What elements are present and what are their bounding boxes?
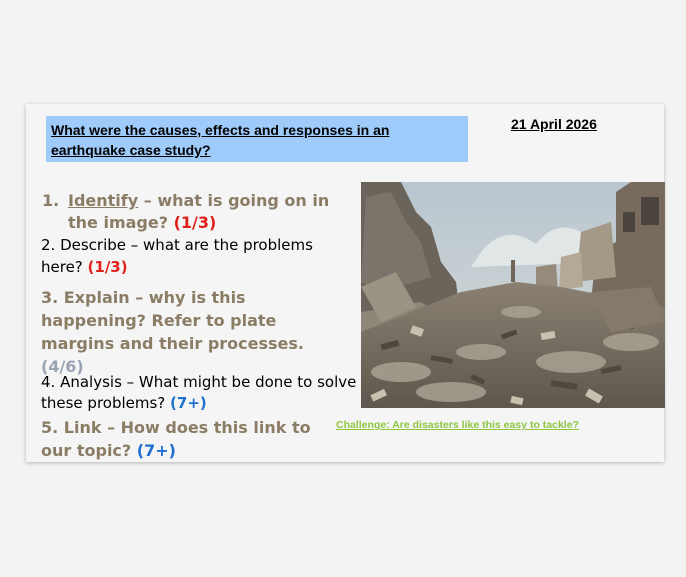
question-1-number: 1. (42, 191, 60, 210)
earthquake-rubble-image (361, 182, 665, 408)
question-5 (41, 416, 331, 462)
slide-title: What were the causes, effects and responses in an earthquake case study? (51, 122, 390, 158)
title-box (46, 116, 468, 162)
slide (26, 104, 664, 462)
question-2-marks: (1/3) (87, 258, 128, 276)
question-3-marks: (4/6) (41, 357, 84, 376)
question-5-text: 5. Link – How does this link to our topic? (41, 418, 311, 460)
question-2-text: 2. Describe – what are the problems here? (41, 236, 313, 276)
question-3-text: 3. Explain – why is this happening? Refer to plate margins and their processes. (41, 288, 304, 353)
question-2 (41, 234, 341, 278)
question-1 (42, 190, 352, 234)
question-4-marks: (7+) (170, 394, 207, 412)
question-1-text: – what is going on in the image? (68, 191, 330, 232)
date-label: 21 April 2026 (511, 116, 597, 132)
question-1-marks: (1/3) (173, 213, 217, 232)
question-1-keyword: Identify (68, 191, 139, 210)
challenge-link[interactable]: Challenge: Are disasters like this easy to tackle? (336, 419, 579, 431)
question-3 (41, 286, 346, 378)
question-4 (41, 372, 366, 414)
question-4-text: 4. Analysis – What might be done to solve these problems? (41, 373, 357, 412)
question-5-marks: (7+) (136, 441, 176, 460)
